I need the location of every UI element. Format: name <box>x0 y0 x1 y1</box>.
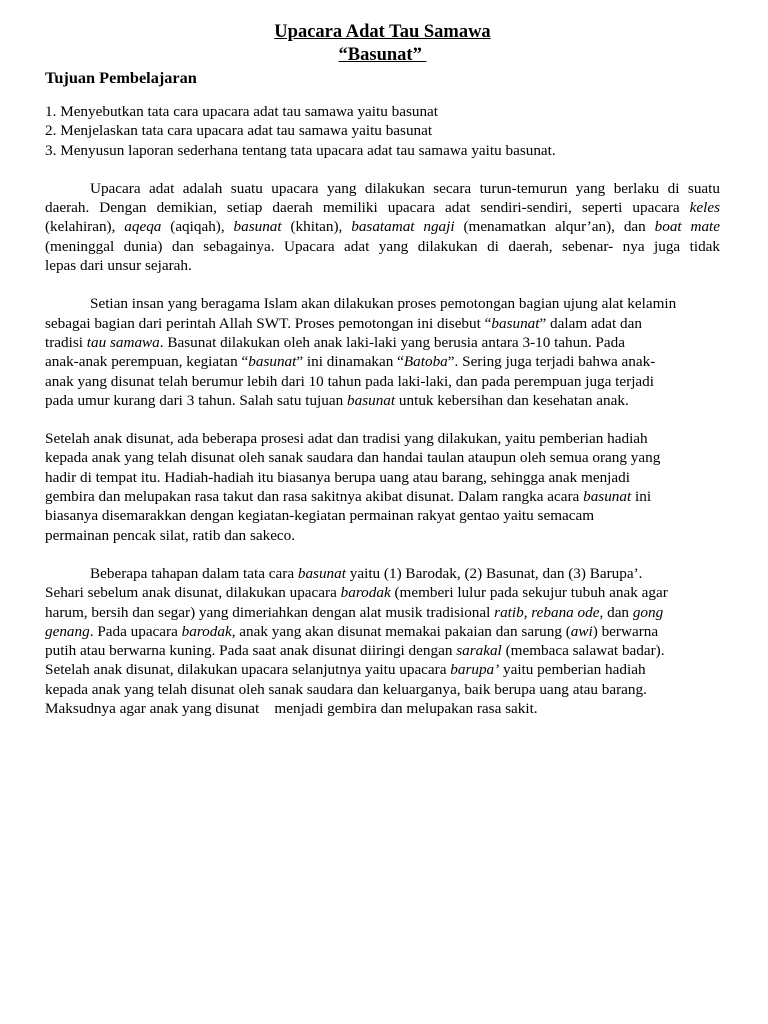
text-run: Beberapa tahapan dalam tata cara <box>90 564 298 582</box>
text-line <box>45 294 720 313</box>
text-line <box>45 699 720 718</box>
italic-text: boat mate <box>654 218 721 236</box>
text-run: tradisi <box>45 333 87 351</box>
text-run: kepada anak yang telah disunat oleh sanak saudara dan handai taulan ataupun oleh semua orang yang <box>45 449 661 467</box>
italic-text: basunat <box>491 314 540 332</box>
text-run: (kelahiran), <box>45 218 125 236</box>
text-run: yaitu (1) Barodak, (2) Basunat, dan (3) Barupa’. <box>345 564 643 582</box>
italic-text: aqeqa <box>124 218 162 236</box>
text-line <box>45 526 720 545</box>
text-run: sebagai bagian dari perintah Allah SWT. Proses pemotongan ini disebut “ <box>45 314 492 332</box>
text-line <box>45 352 720 371</box>
text-run: (memberi lulur pada sekujur tubuh anak agar <box>390 584 668 602</box>
text-line <box>45 372 720 391</box>
text-run: anak yang disunat telah berumur lebih dari 10 tahun pada laki-laki, dan pada perempuan juga terjadi <box>45 372 654 390</box>
text-run: ) berwarna <box>592 622 659 640</box>
text-run: (meninggal dunia) dan sebagainya. Upacara adat yang dilakukan di daerah, sebenar- nya juga tidak <box>45 237 720 255</box>
document-page <box>45 21 720 718</box>
text-line <box>45 583 720 602</box>
text-run: ini <box>631 488 652 506</box>
text-line <box>45 179 720 198</box>
italic-text: Batoba <box>403 353 448 371</box>
objective-item: 2. Menjelaskan tata cara upacara adat tau samawa yaitu basunat <box>45 122 433 140</box>
text-run: (khitan), <box>281 218 352 236</box>
paragraph-1 <box>45 179 720 275</box>
text-run: Sehari sebelum anak disunat, dilakukan upacara <box>45 584 341 602</box>
section-heading: Tujuan Pembelajaran <box>45 68 197 87</box>
text-run: permainan pencak silat, ratib dan sakeco. <box>45 526 296 544</box>
italic-text: basunat <box>248 353 297 371</box>
text-line <box>45 256 720 275</box>
text-line <box>45 468 720 487</box>
text-line <box>45 603 720 622</box>
text-run: untuk kebersihan dan kesehatan anak. <box>395 391 629 409</box>
text-run: ” dalam adat dan <box>539 314 642 332</box>
text-run: daerah. Dengan demikian, setiap daerah memiliki upacara adat sendiri-sendiri, seperti upacara <box>45 199 690 217</box>
text-line <box>45 448 720 467</box>
text-line <box>45 680 720 699</box>
text-run: kepada anak yang telah disunat oleh sanak saudara dan keluarganya, baik berupa uang atau barang. <box>45 680 647 698</box>
text-run: Setelah anak disunat, dilakukan upacara selanjutnya yaitu upacara <box>45 661 451 679</box>
text-run: . Pada upacara <box>89 622 182 640</box>
text-line <box>45 217 720 236</box>
text-run: . Basunat dilakukan oleh anak laki-laki yang berusia antara 3-10 tahun. Pada <box>159 333 625 351</box>
objective-item: 1. Menyebutkan tata cara upacara adat tau samawa yaitu basunat <box>45 103 439 120</box>
text-line <box>45 506 720 525</box>
text-run: (membaca salawat badar). <box>501 642 665 660</box>
text-run: putih atau berwarna kuning. Pada saat anak disunat diiringi dengan <box>45 642 457 660</box>
text-line <box>45 237 720 256</box>
italic-text: tau samawa <box>86 333 160 351</box>
text-run: , anak yang akan disunat memakai pakaian dan sarung ( <box>231 622 571 640</box>
text-line <box>45 429 720 448</box>
text-line <box>45 198 720 217</box>
text-run: ” ini dinamakan “ <box>296 353 404 371</box>
italic-text: genang <box>45 622 90 640</box>
text-run: Setian insan yang beragama Islam akan dilakukan proses pemotongan bagian ujung alat kelamin <box>90 295 677 313</box>
text-run: pada umur kurang dari 3 tahun. Salah satu tujuan <box>45 391 347 409</box>
title-line-1: Upacara Adat Tau Samawa <box>274 22 491 42</box>
text-run: Maksudnya agar anak yang disunat menjadi gembira dan melupakan rasa sakit. <box>45 700 538 718</box>
title-line-2: “Basunat” <box>338 45 427 65</box>
italic-text: barodak <box>181 622 232 640</box>
objectives-list <box>45 102 720 160</box>
body-text <box>45 179 720 718</box>
text-run: lepas dari unsur sejarah. <box>45 257 192 275</box>
text-run: harum, bersih dan segar) yang dimeriahkan dengan alat musik tradisional <box>45 603 495 621</box>
italic-text: gong <box>632 603 664 621</box>
italic-text: barodak <box>340 584 391 602</box>
paragraph-4 <box>45 564 720 718</box>
text-run: (aqiqah), <box>161 218 234 236</box>
text-run: gembira dan melupakan rasa takut dan rasa sakitnya akibat disunat. Dalam rangka acara <box>45 488 584 506</box>
italic-text: basunat <box>347 391 396 409</box>
text-run: ”. Sering juga terjadi bahwa anak- <box>447 353 656 371</box>
text-line <box>45 622 720 641</box>
text-line <box>45 391 720 410</box>
text-run: anak-anak perempuan, kegiatan “ <box>45 353 249 371</box>
document-title <box>45 21 720 67</box>
italic-text: sarakal <box>456 642 502 660</box>
paragraph-2 <box>45 294 720 410</box>
italic-text: barupa’ <box>450 661 500 679</box>
italic-text: basunat <box>297 564 346 582</box>
text-run: hadir di tempat itu. Hadiah-hadiah itu biasanya berupa uang atau barang, sehingga anak menjadi <box>45 468 630 486</box>
text-run: Upacara adat adalah suatu upacara yang dilakukan secara turun-temurun yang berlaku di suatu <box>90 179 720 197</box>
text-run: biasanya disemarakkan dengan kegiatan-kegiatan permainan rakyat gentao yaitu semacam <box>45 507 595 525</box>
italic-text: keles <box>689 199 720 217</box>
italic-text: basatamat ngaji <box>351 218 455 236</box>
paragraph-3 <box>45 429 720 545</box>
text-line <box>45 487 720 506</box>
text-line <box>45 641 720 660</box>
text-run: Setelah anak disunat, ada beberapa prosesi adat dan tradisi yang dilakukan, yaitu pemberian hadiah <box>45 430 648 448</box>
italic-text: awi <box>570 622 593 640</box>
text-line <box>45 333 720 352</box>
text-run: yaitu pemberian hadiah <box>499 661 646 679</box>
text-line <box>45 314 720 333</box>
text-line <box>45 564 720 583</box>
text-run: (menamatkan alqur’an), dan <box>454 218 655 236</box>
text-run: , dan <box>599 603 633 621</box>
italic-text: basunat <box>233 218 282 236</box>
text-line <box>45 660 720 679</box>
objective-item: 3. Menyusun laporan sederhana tentang tata upacara adat tau samawa yaitu basunat. <box>45 141 556 159</box>
italic-text: ratib, rebana ode <box>494 603 600 621</box>
italic-text: basunat <box>583 488 632 506</box>
